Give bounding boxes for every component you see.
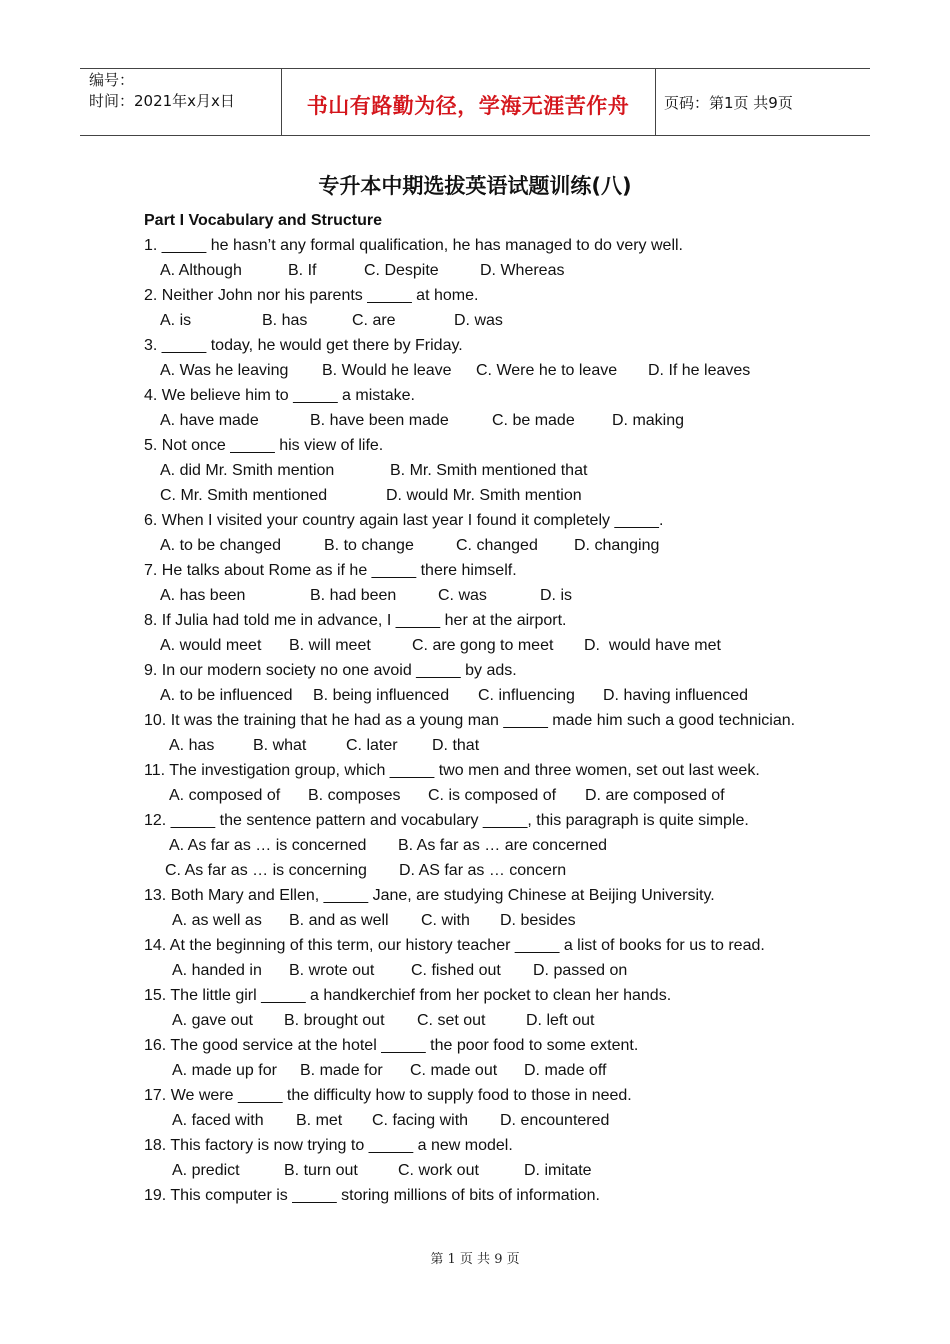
question-14-options — [144, 958, 806, 983]
question-3-options — [144, 358, 806, 383]
document-title: 专升本中期选拔英语试题训练(八) — [318, 174, 632, 198]
answer-option: B. Would he leave — [322, 362, 452, 379]
question-7-options — [144, 583, 806, 608]
question-11-options — [144, 783, 806, 808]
answer-option: D. would have met — [584, 637, 721, 654]
question-9: 9. In our modern society no one avoid _____ by ads. — [144, 662, 517, 679]
answer-option: D. Whereas — [480, 262, 565, 279]
answer-option: C. Were he to leave — [476, 362, 618, 379]
question-8: 8. If Julia had told me in advance, I _____ her at the airport. — [144, 612, 567, 629]
answer-option: B. will meet — [289, 637, 371, 654]
question-12-options — [144, 858, 806, 883]
answer-option: C. are gong to meet — [412, 637, 554, 654]
answer-option: B. and as well — [289, 912, 389, 929]
answer-option: B. As far as … are concerned — [398, 837, 607, 854]
answer-option: D. changing — [574, 537, 660, 554]
question-12-options — [144, 833, 806, 858]
answer-option: D. having influenced — [603, 687, 748, 704]
answer-option: A. Although — [160, 262, 242, 279]
answer-option: C. fished out — [411, 962, 501, 979]
answer-option: C. set out — [417, 1012, 486, 1029]
answer-option: D. are composed of — [585, 787, 725, 804]
question-5-options — [144, 458, 806, 483]
answer-option: C. made out — [410, 1062, 498, 1079]
answer-option: D. If he leaves — [648, 362, 751, 379]
question-5-options — [144, 483, 806, 508]
question-9-options — [144, 683, 806, 708]
question-10: 10. It was the training that he had as a young man _____ made him such a good technician. — [144, 712, 796, 729]
answer-option: D. is — [540, 587, 572, 604]
question-4: 4. We believe him to _____ a mistake. — [144, 387, 415, 404]
question-17-options — [144, 1108, 806, 1133]
answer-option: B. being influenced — [313, 687, 450, 704]
answer-option: B. turn out — [284, 1162, 358, 1179]
answer-option: D. AS far as … concern — [399, 862, 567, 879]
answer-option: A. have made — [160, 412, 259, 429]
question-13: 13. Both Mary and Ellen, _____ Jane, are studying Chinese at Beijing University. — [144, 887, 715, 904]
answer-option: D. besides — [500, 912, 576, 929]
question-5: 5. Not once _____ his view of life. — [144, 437, 384, 454]
question-17: 17. We were _____ the difficulty how to supply food to those in need. — [144, 1087, 632, 1104]
question-6-options — [144, 533, 806, 558]
question-8-options — [144, 633, 806, 658]
answer-option: B. wrote out — [289, 962, 375, 979]
answer-option: A. did Mr. Smith mention — [160, 462, 335, 479]
part-title: Part I Vocabulary and Structure — [144, 212, 382, 229]
answer-option: B. to change — [324, 537, 414, 554]
answer-option: B. has — [262, 312, 308, 329]
answer-option: A. is — [160, 312, 192, 329]
answer-option: D. would Mr. Smith mention — [386, 487, 582, 504]
answer-option: C. with — [421, 912, 470, 929]
question-18: 18. This factory is now trying to _____ a new model. — [144, 1137, 513, 1154]
answer-option: A. Was he leaving — [160, 362, 289, 379]
question-4-options — [144, 408, 806, 433]
question-16: 16. The good service at the hotel _____ the poor food to some extent. — [144, 1037, 639, 1054]
answer-option: C. be made — [492, 412, 575, 429]
answer-option: A. has — [169, 737, 215, 754]
question-7: 7. He talks about Rome as if he _____ there himself. — [144, 562, 517, 579]
answer-option: C. changed — [456, 537, 538, 554]
header-divider-left — [281, 68, 282, 135]
date-label: 时间：2021年x月x日 — [89, 92, 235, 110]
question-list — [144, 208, 806, 1208]
answer-option: A. faced with — [172, 1112, 264, 1129]
answer-option: A. to be changed — [160, 537, 281, 554]
answer-option: D. left out — [526, 1012, 595, 1029]
question-12: 12. _____ the sentence pattern and vocabulary _____, this paragraph is quite simple. — [144, 812, 749, 829]
question-2-options — [144, 308, 806, 333]
question-15: 15. The little girl _____ a handkerchief from her pocket to clean her hands. — [144, 987, 672, 1004]
answer-option: B. composes — [308, 787, 401, 804]
header-meta — [89, 70, 235, 112]
answer-option: C. is composed of — [428, 787, 557, 804]
question-14: 14. At the beginning of this term, our history teacher _____ a list of books for us to read. — [144, 937, 765, 954]
answer-option: C. later — [346, 737, 398, 754]
question-3: 3. _____ today, he would get there by Friday. — [144, 337, 463, 354]
answer-option: D. encountered — [500, 1112, 610, 1129]
question-19: 19. This computer is _____ storing millions of bits of information. — [144, 1187, 600, 1204]
question-11: 11. The investigation group, which _____ two men and three women, set out last week. — [144, 762, 760, 779]
answer-option: C. work out — [398, 1162, 479, 1179]
answer-option: A. composed of — [169, 787, 281, 804]
question-6: 6. When I visited your country again last year I found it completely _____. — [144, 512, 664, 529]
answer-option: B. made for — [300, 1062, 383, 1079]
question-10-options — [144, 733, 806, 758]
header-bottom-rule — [80, 135, 870, 136]
answer-option: A. made up for — [172, 1062, 277, 1079]
serial-number-label: 编号： — [89, 71, 135, 89]
answer-option: D. made off — [524, 1062, 607, 1079]
answer-option: C. influencing — [478, 687, 575, 704]
answer-option: C. Despite — [364, 262, 439, 279]
answer-option: A. predict — [172, 1162, 240, 1179]
answer-option: D. imitate — [524, 1162, 592, 1179]
answer-option: D. was — [454, 312, 503, 329]
answer-option: C. was — [438, 587, 487, 604]
question-1: 1. _____ he hasn’t any formal qualification, he has managed to do very well. — [144, 237, 683, 254]
header-top-rule — [80, 68, 870, 69]
answer-option: C. facing with — [372, 1112, 469, 1129]
answer-option: B. met — [296, 1112, 343, 1129]
answer-option: B. Mr. Smith mentioned that — [390, 462, 588, 479]
answer-option: A. gave out — [172, 1012, 253, 1029]
question-16-options — [144, 1058, 806, 1083]
question-13-options — [144, 908, 806, 933]
question-15-options — [144, 1008, 806, 1033]
answer-option: C. As far as … is concerning — [165, 862, 367, 879]
answer-option: C. are — [352, 312, 396, 329]
question-18-options — [144, 1158, 806, 1183]
answer-option: B. what — [253, 737, 307, 754]
question-2: 2. Neither John nor his parents _____ at home. — [144, 287, 479, 304]
answer-option: A. as well as — [172, 912, 262, 929]
answer-option: B. If — [288, 262, 317, 279]
question-1-options — [144, 258, 806, 283]
answer-option: A. to be influenced — [160, 687, 293, 704]
answer-option: A. handed in — [172, 962, 262, 979]
answer-option: B. brought out — [284, 1012, 385, 1029]
answer-option: A. would meet — [160, 637, 262, 654]
answer-option: A. has been — [160, 587, 246, 604]
answer-option: D. passed on — [533, 962, 628, 979]
answer-option: D. making — [612, 412, 685, 429]
answer-option: D. that — [432, 737, 480, 754]
answer-option: B. had been — [310, 587, 397, 604]
header-motto: 书山有路勤为径，学海无涯苦作舟 — [306, 94, 630, 118]
footer-page-number: 第 1 页 共 9 页 — [430, 1252, 520, 1267]
answer-option: B. have been made — [310, 412, 449, 429]
answer-option: A. As far as … is concerned — [169, 837, 367, 854]
header-divider-right — [655, 68, 656, 135]
answer-option: C. Mr. Smith mentioned — [160, 487, 328, 504]
header-page-number: 页码：第1页 共9页 — [664, 94, 793, 112]
